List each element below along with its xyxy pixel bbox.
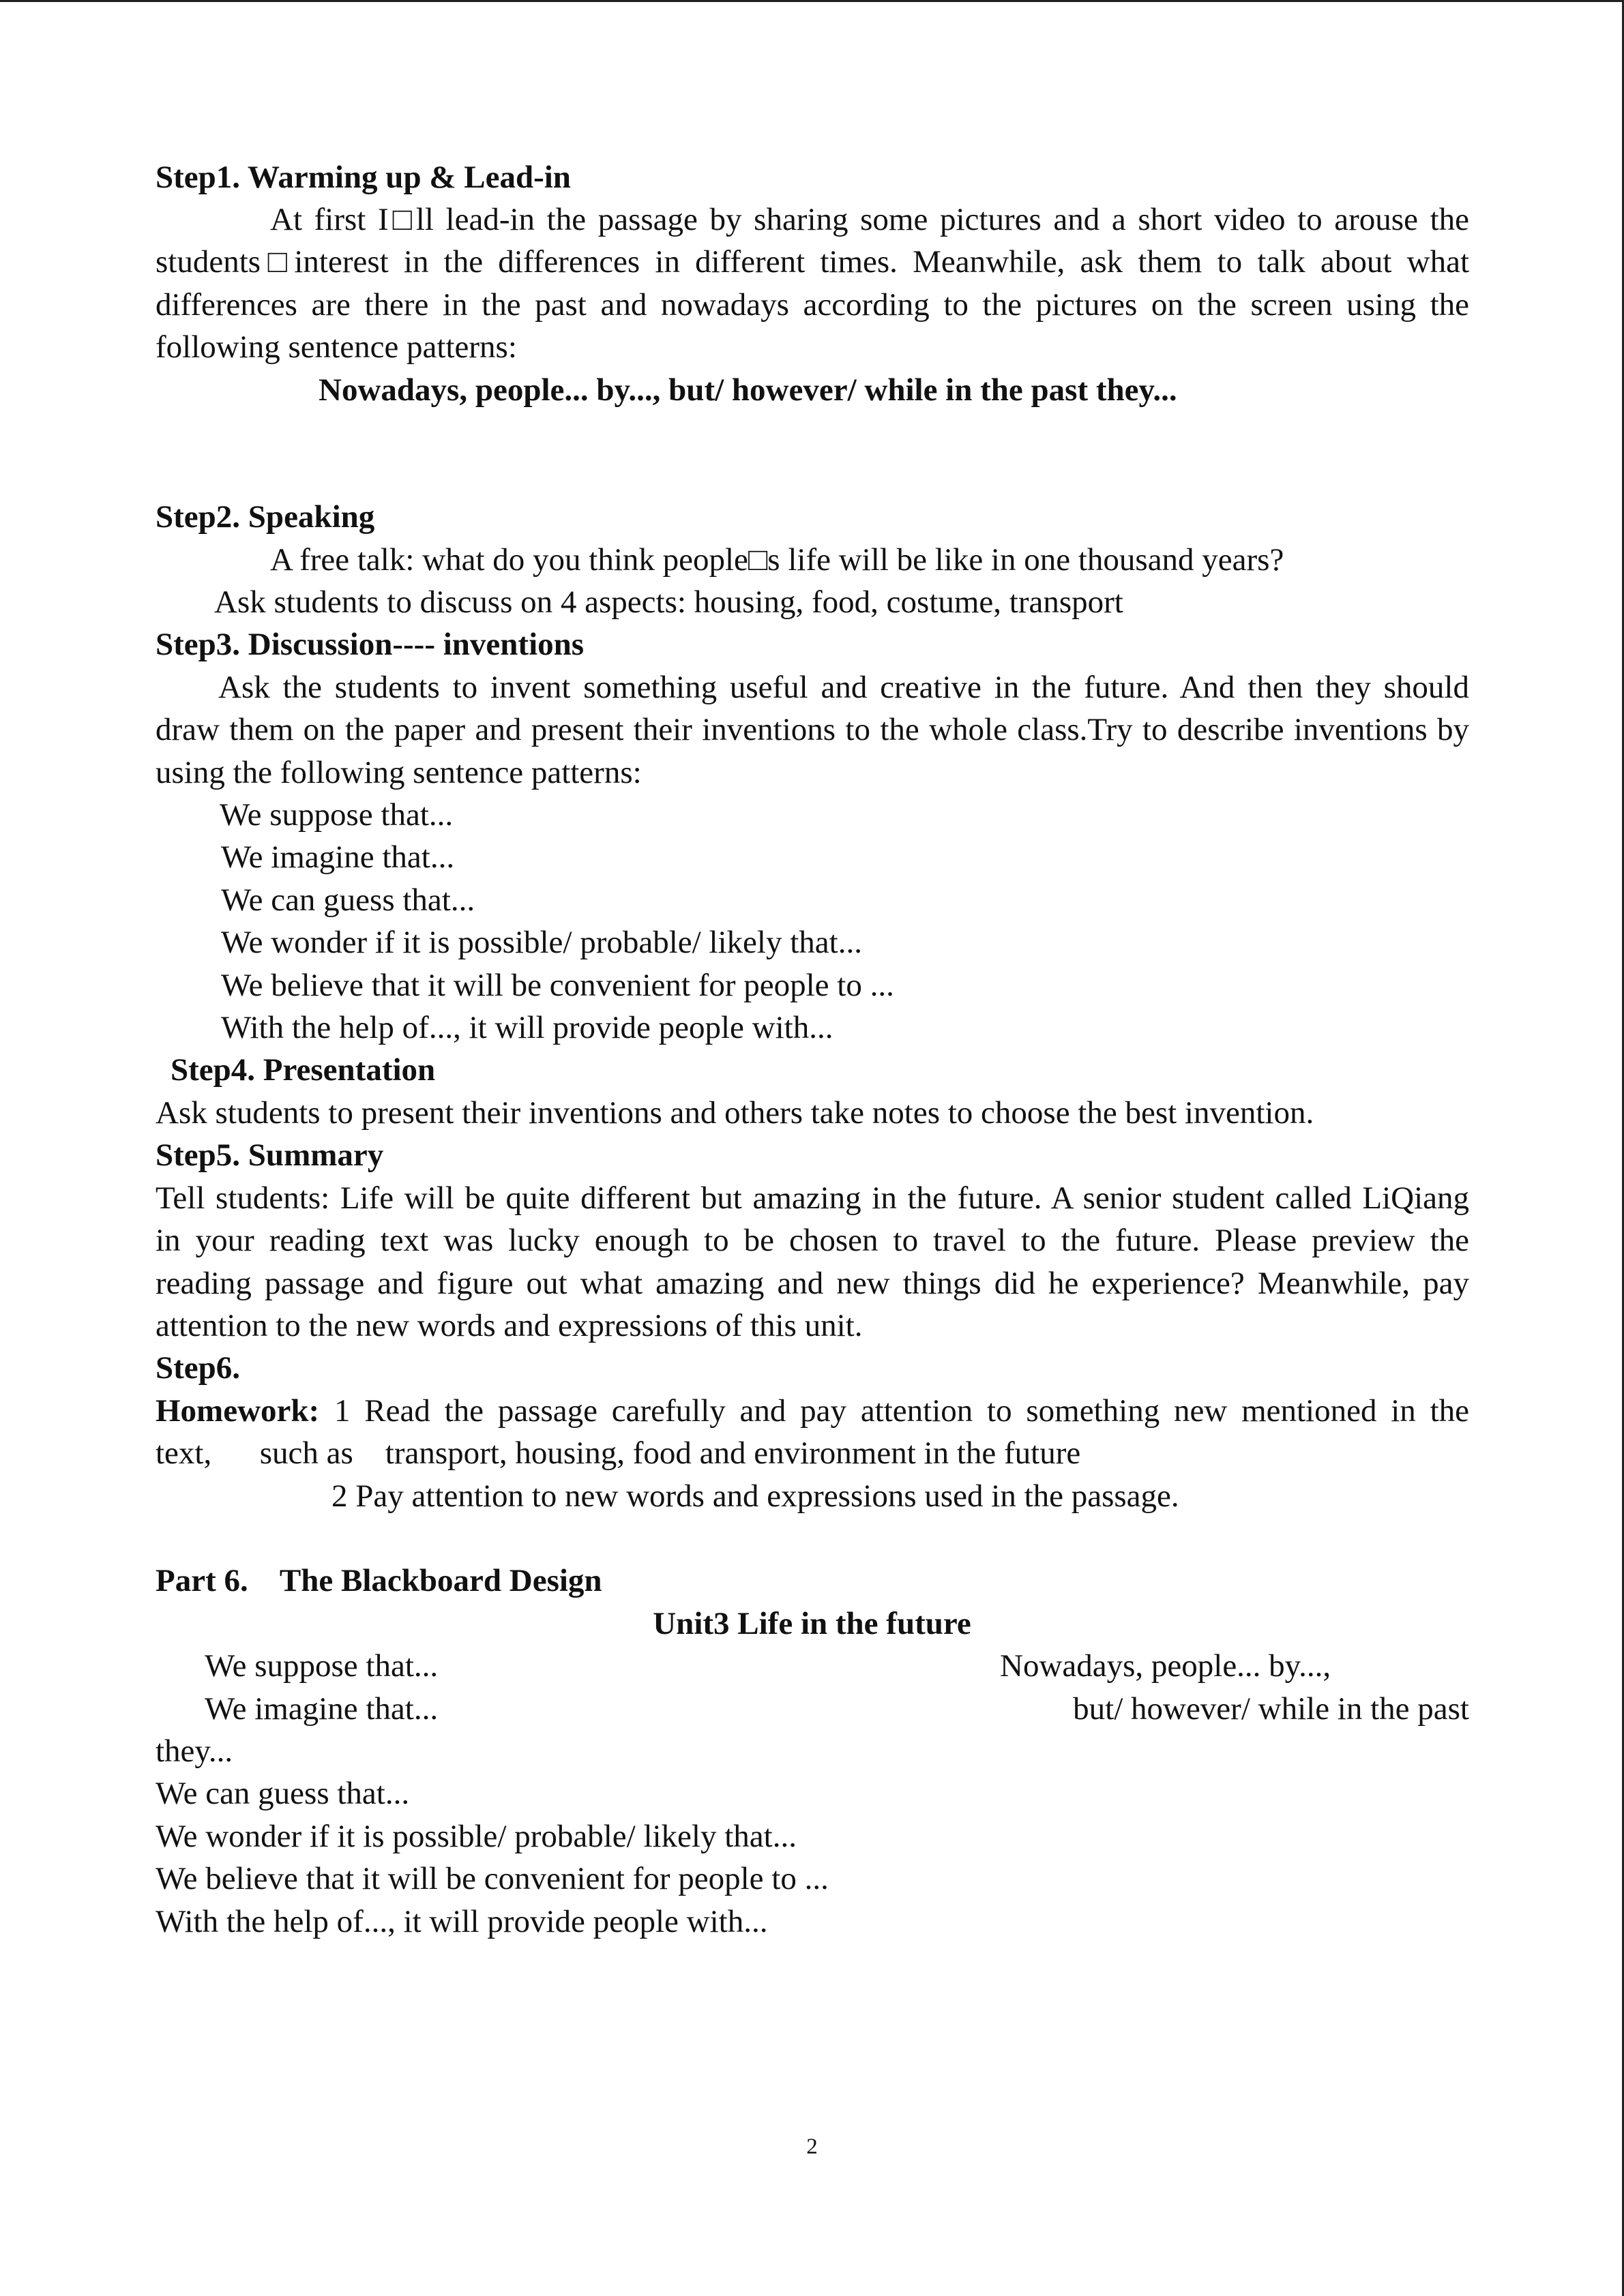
blackboard-line: We can guess that...	[156, 1776, 410, 1811]
step3-pattern: We can guess that...	[221, 882, 475, 918]
step3-heading: Step3. Discussion---- inventions	[156, 627, 585, 662]
blackboard-line: We believe that it will be convenient for people to ...	[156, 1861, 829, 1896]
step3-pattern: We suppose that...	[220, 797, 454, 833]
step5-heading: Step5. Summary	[156, 1137, 384, 1173]
homework-label: Homework:	[156, 1393, 320, 1429]
step3-pattern: We wonder if it is possible/ probable/ likely that...	[221, 925, 862, 960]
step1-para-line: students□interest in the differences in different times. Meanwhile, ask them to talk about what	[156, 244, 1469, 280]
step3-pattern: With the help of..., it will provide people with...	[221, 1010, 833, 1045]
part6-heading: Part 6. The Blackboard Design	[156, 1563, 602, 1598]
step5-para-line: reading passage and figure out what amazing and new things did he experience? Meanwhile, pay	[156, 1266, 1469, 1301]
step3-pattern: We believe that it will be convenient for people to ...	[221, 968, 894, 1003]
step2-heading: Step2. Speaking	[156, 499, 375, 535]
blackboard-wrap-line: they...	[156, 1733, 233, 1769]
page-border-top	[0, 0, 1624, 2]
blackboard-line: We wonder if it is possible/ probable/ likely that...	[156, 1819, 797, 1854]
step3-pattern: We imagine that...	[221, 839, 455, 875]
step1-para-line: following sentence patterns:	[156, 329, 517, 365]
page-number: 2	[806, 2134, 818, 2159]
blackboard-left-line: We imagine that...	[205, 1691, 439, 1727]
step1-sentence-pattern: Nowadays, people... by..., but/ however/ while in the past they...	[319, 372, 1177, 408]
step5-para-line: in your reading text was lucky enough to be chosen to travel to the future. Please preview the	[156, 1223, 1469, 1258]
step5-para-line: Tell students: Life will be quite different but amazing in the future. A senior student called LiQiang	[156, 1180, 1469, 1216]
blackboard-right-line: Nowadays, people... by...,	[1000, 1648, 1331, 1684]
step3-para-line: using the following sentence patterns:	[156, 755, 642, 790]
step2-aspects: Ask students to discuss on 4 aspects: housing, food, costume, transport	[214, 584, 1123, 620]
blackboard-left-line: We suppose that...	[205, 1648, 439, 1684]
step4-heading: Step4. Presentation	[171, 1052, 436, 1088]
homework-item-1-cont: text, such as transport, housing, food and environment in the future	[156, 1435, 1081, 1471]
step5-para-line: attention to the new words and expressions of this unit.	[156, 1308, 863, 1343]
blackboard-line: With the help of..., it will provide people with...	[156, 1904, 768, 1939]
step1-para-line: At first I□ll lead-in the passage by sharing some pictures and a short video to arouse the	[270, 202, 1469, 237]
step3-para-line: draw them on the paper and present their inventions to the whole class.Try to describe inventions by	[156, 712, 1469, 747]
step1-para-line: differences are there in the past and nowadays according to the pictures on the screen using the	[156, 287, 1469, 323]
homework-item-2: 2 Pay attention to new words and expressions used in the passage.	[331, 1478, 1179, 1514]
step6-heading: Step6.	[156, 1350, 241, 1386]
step2-free-talk: A free talk: what do you think people□s life will be like in one thousand years?	[270, 542, 1284, 578]
step4-text: Ask students to present their inventions and others take notes to choose the best invention.	[156, 1095, 1314, 1131]
homework-item-1: 1 Read the passage carefully and pay attention to something new mentioned in the	[334, 1393, 1469, 1429]
step1-heading: Step1. Warming up & Lead-in	[156, 160, 571, 195]
step3-para-line: Ask the students to invent something useful and creative in the future. And then they should	[218, 670, 1469, 705]
blackboard-title: Unit3 Life in the future	[653, 1606, 971, 1641]
blackboard-right-line: but/ however/ while in the past	[1073, 1691, 1469, 1727]
